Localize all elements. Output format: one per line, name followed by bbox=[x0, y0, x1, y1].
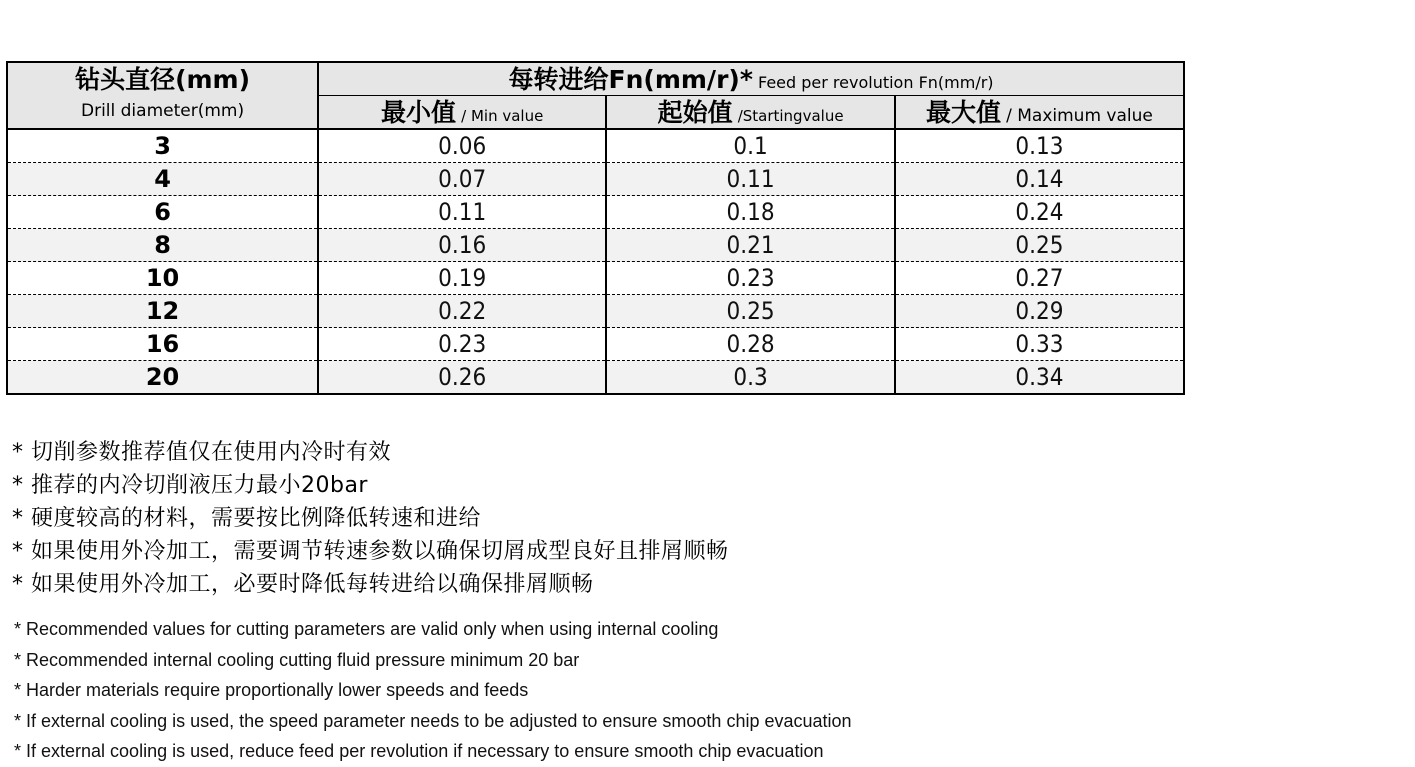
start-header bbox=[606, 96, 895, 130]
max-header bbox=[895, 96, 1184, 130]
max-value-cell: 0.13 bbox=[1015, 132, 1064, 160]
min-value-cell: 0.23 bbox=[318, 328, 606, 361]
start-value-cell: 0.28 bbox=[606, 328, 895, 361]
min-value-cell: 0.16 bbox=[318, 229, 606, 262]
diameter-cell: 20 bbox=[7, 361, 318, 395]
note-cn-1: * 切削参数推荐值仅在使用内冷时有效 bbox=[12, 440, 391, 465]
start-value-cell: 0.25 bbox=[606, 295, 895, 328]
max-value-cell: 0.27 bbox=[895, 262, 1184, 295]
min-label-cn: 最小值 bbox=[381, 97, 457, 127]
note-cn-4: * 如果使用外冷加工，需要调节转速参数以确保切屑成型良好且排屑顺畅 bbox=[12, 539, 729, 564]
notes-english bbox=[14, 614, 852, 767]
diameter-cell: 12 bbox=[7, 295, 318, 328]
note-cn-5: * 如果使用外冷加工，必要时降低每转进给以确保排屑顺畅 bbox=[12, 572, 594, 597]
max-value-cell: 0.29 bbox=[895, 295, 1184, 328]
max-label-cn: 最大值 bbox=[926, 97, 1002, 127]
table-body bbox=[7, 62, 1184, 394]
feed-label-en: Feed per revolution Fn(mm/r) bbox=[758, 72, 994, 92]
start-label-en: /Startingvalue bbox=[737, 106, 844, 125]
start-value-cell: 0.1 bbox=[606, 129, 895, 163]
min-label-en: / Min value bbox=[461, 106, 544, 125]
note-cn-3: * 硬度较高的材料，需要按比例降低转速和进给 bbox=[12, 506, 481, 531]
note-en-5: * If external cooling is used, reduce feed per revolution if necessary to ensure smooth chip evacuation bbox=[14, 741, 824, 761]
max-value-cell: 0.33 bbox=[895, 328, 1184, 361]
start-value-cell: 0.3 bbox=[606, 361, 895, 395]
note-cn-2: * 推荐的内冷切削液压力最小20bar bbox=[12, 473, 368, 498]
max-value-cell: 0.14 bbox=[895, 163, 1184, 196]
start-value-cell: 0.21 bbox=[606, 229, 895, 262]
table-row bbox=[7, 328, 1184, 361]
header-row-1 bbox=[7, 62, 1184, 96]
diameter-cell: 6 bbox=[7, 196, 318, 229]
max-value-cell: 0.24 bbox=[895, 196, 1184, 229]
min-value-cell: 0.06 bbox=[318, 129, 606, 163]
note-en-3: * Harder materials require proportionally lower speeds and feeds bbox=[14, 680, 529, 700]
table-row bbox=[7, 229, 1184, 262]
table-row bbox=[7, 196, 1184, 229]
diameter-header-en bbox=[7, 96, 318, 130]
table-row bbox=[7, 262, 1184, 295]
note-en-4: * If external cooling is used, the speed parameter needs to be adjusted to ensure smooth chip evacuation bbox=[14, 710, 852, 731]
diameter-cell: 8 bbox=[7, 229, 318, 262]
min-value-cell: 0.22 bbox=[318, 295, 606, 328]
feed-parameter-table bbox=[6, 61, 1185, 395]
diameter-header-cn bbox=[7, 62, 318, 96]
table-row bbox=[7, 295, 1184, 328]
table-row bbox=[7, 129, 1184, 163]
feed-label-cn: 每转进给Fn(mm/r)* bbox=[508, 64, 753, 94]
start-value-cell: 0.18 bbox=[606, 196, 895, 229]
start-value-cell: 0.11 bbox=[606, 163, 895, 196]
table-row bbox=[7, 361, 1184, 395]
start-value-cell: 0.23 bbox=[606, 262, 895, 295]
min-value-cell: 0.19 bbox=[318, 262, 606, 295]
diameter-cell: 10 bbox=[7, 262, 318, 295]
note-en-2: * Recommended internal cooling cutting fluid pressure minimum 20 bar bbox=[14, 649, 580, 670]
max-value-cell: 0.34 bbox=[895, 361, 1184, 395]
diameter-cell: 16 bbox=[7, 328, 318, 361]
diameter-label-en: Drill diameter(mm) bbox=[80, 101, 245, 122]
note-en-1: * Recommended values for cutting parameters are valid only when using internal cooling bbox=[14, 619, 719, 639]
min-value-cell: 0.07 bbox=[318, 163, 606, 196]
table-row bbox=[7, 163, 1184, 196]
max-label-en: / Maximum value bbox=[1006, 105, 1153, 126]
max-value-cell: 0.25 bbox=[895, 229, 1184, 262]
start-label-cn: 起始值 bbox=[657, 97, 733, 127]
notes-chinese bbox=[12, 436, 729, 601]
min-header bbox=[318, 96, 606, 130]
feed-header bbox=[318, 62, 1184, 96]
min-value-cell: 0.11 bbox=[318, 196, 606, 229]
diameter-cell: 4 bbox=[7, 163, 318, 196]
min-value-cell: 0.26 bbox=[318, 361, 606, 395]
header-row-2 bbox=[7, 96, 1184, 130]
diameter-label-cn: 钻头直径(mm) bbox=[75, 64, 251, 94]
diameter-cell: 3 bbox=[7, 129, 318, 163]
